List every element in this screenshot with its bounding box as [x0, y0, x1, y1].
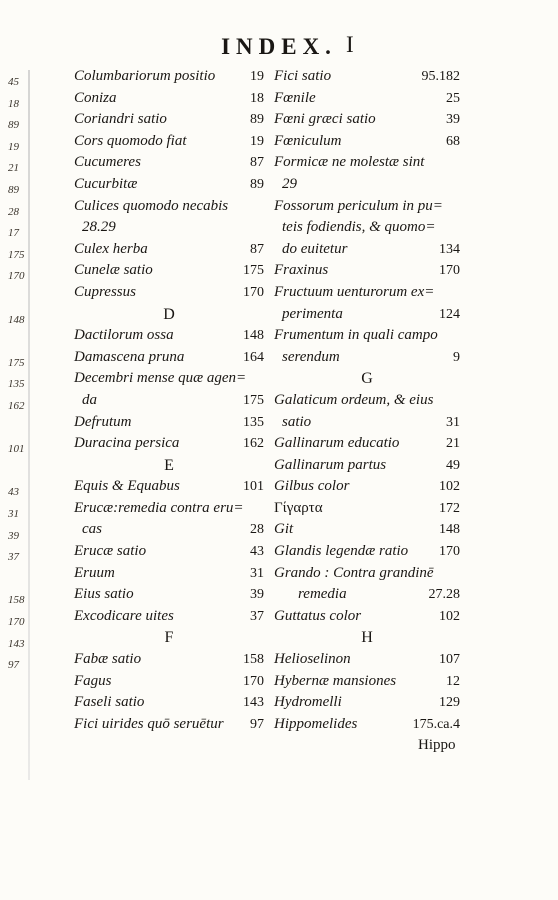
entry-text: Fossorum periculum in pu= — [274, 197, 443, 214]
entry-text: Cunelæ satio — [74, 262, 153, 279]
entry-text: Equis & Equabus — [74, 478, 180, 495]
index-entry — [274, 109, 460, 131]
entry-text: Fructuum uenturorum ex= — [274, 283, 435, 300]
margin-mark: 89 — [8, 119, 19, 132]
index-entry — [74, 368, 264, 390]
entry-page-number: 49 — [446, 457, 460, 473]
entry-text: Hippomelides — [274, 715, 358, 732]
catchword: Hippo — [418, 737, 456, 753]
margin-mark: 45 — [8, 76, 19, 88]
entry-text: Decembri mense quæ agen= — [74, 370, 247, 387]
index-entry — [74, 174, 264, 196]
entry-text: Eius satio — [74, 586, 134, 603]
section-letter — [74, 627, 264, 649]
entry-page-number: 39 — [250, 587, 264, 603]
margin-mark: 148 — [8, 313, 25, 326]
entry-text: Hydromelli — [274, 694, 342, 711]
entry-page-number: 43 — [250, 544, 264, 560]
index-entry — [274, 152, 460, 174]
entry-page-number: 89 — [250, 176, 264, 192]
entry-text: teis fodiendis, & quomo= — [282, 219, 436, 236]
index-entry — [274, 66, 460, 88]
index-entry — [274, 476, 460, 498]
index-entry — [274, 671, 460, 693]
index-entry — [74, 692, 264, 714]
index-entry — [274, 88, 460, 110]
entry-page-number: 172 — [439, 500, 460, 516]
margin-mark: 170 — [8, 616, 25, 628]
index-entry — [74, 714, 264, 736]
entry-page-number: 87 — [250, 155, 264, 171]
margin-bleed-marks — [8, 70, 30, 790]
index-entry — [274, 260, 460, 282]
entry-text: Helioselinon — [274, 651, 351, 668]
entry-page-number: 37 — [250, 608, 264, 624]
entry-page-number: 95.182 — [421, 69, 460, 84]
entry-text: Grando : Contra grandinē — [274, 564, 434, 581]
entry-page-number: 148 — [439, 522, 460, 538]
entry-text: Excodicare uites — [74, 607, 174, 624]
index-entry — [74, 433, 264, 455]
entry-text: Gallinarum educatio — [274, 435, 400, 452]
index-entry — [274, 584, 460, 606]
entry-page-number: 170 — [439, 544, 460, 560]
entry-text: 28.29 — [82, 219, 116, 236]
entry-page-number: 68 — [446, 133, 460, 149]
index-entry — [274, 347, 460, 369]
margin-mark: 19 — [8, 140, 19, 153]
entry-page-number: 39 — [446, 112, 460, 128]
index-entry — [74, 131, 264, 153]
page-title — [0, 34, 558, 60]
entry-text: Fagus — [74, 672, 112, 689]
entry-text: Cucumeres — [74, 154, 141, 171]
entry-text: Fœni græci satio — [274, 111, 376, 128]
entry-page-number: 87 — [250, 241, 264, 257]
title-text: INDEX. — [221, 34, 337, 59]
margin-mark: 31 — [8, 508, 19, 520]
index-entry — [274, 519, 460, 541]
entry-text: da — [82, 391, 97, 408]
entry-text: Fici uirides quō seruētur — [74, 715, 224, 732]
entry-page-number: 21 — [446, 436, 460, 452]
entry-page-number: 134 — [439, 241, 460, 257]
entry-text: Fabæ satio — [74, 651, 142, 668]
entry-text: G — [361, 370, 373, 388]
entry-page-number: 135 — [243, 414, 264, 430]
section-letter — [274, 627, 460, 649]
entry-page-number: 162 — [243, 436, 264, 452]
index-entry — [74, 239, 264, 261]
entry-text: cas — [82, 521, 102, 538]
entry-text: Cors quomodo fiat — [74, 132, 187, 149]
entry-text: Hybernæ mansiones — [274, 672, 397, 689]
entry-page-number: 12 — [446, 673, 460, 689]
index-entry — [74, 196, 264, 218]
index-entry — [74, 671, 264, 693]
entry-text: Cucurbitæ — [74, 175, 138, 192]
entry-page-number: 107 — [439, 652, 460, 668]
entry-text: Frumentum in quali campo — [274, 327, 438, 344]
margin-mark: 89 — [8, 184, 19, 196]
index-entry — [74, 541, 264, 563]
entry-text: Erucæ:remedia contra eru= — [74, 499, 244, 516]
margin-mark: 39 — [8, 529, 19, 542]
index-entry — [274, 455, 460, 477]
entry-page-number: 19 — [250, 69, 264, 84]
index-entry — [74, 109, 264, 131]
margin-mark: 97 — [8, 659, 19, 672]
entry-page-number: 31 — [250, 565, 264, 581]
entry-text: Gilbus color — [274, 478, 350, 495]
entry-page-number: 31 — [446, 414, 460, 430]
entry-text: Faseli satio — [74, 694, 145, 711]
entry-page-number: 129 — [439, 695, 460, 711]
index-entry — [74, 260, 264, 282]
entry-page-number: 170 — [243, 284, 264, 300]
index-entry — [74, 476, 264, 498]
title-tail-mark: I — [346, 32, 360, 57]
entry-text: Coniza — [74, 89, 117, 106]
entry-page-number: 164 — [243, 349, 264, 365]
index-entry — [274, 390, 460, 412]
entry-page-number: 89 — [250, 112, 264, 128]
entry-page-number: 175 — [243, 392, 264, 408]
index-entry — [274, 714, 460, 736]
index-entry — [74, 498, 264, 520]
index-entry — [274, 282, 460, 304]
entry-text: Eruum — [74, 564, 115, 581]
margin-mark: 158 — [8, 594, 25, 607]
margin-mark: 28 — [8, 205, 19, 218]
entry-text: Dactilorum ossa — [74, 327, 174, 344]
index-entry — [274, 412, 460, 434]
index-entry — [274, 649, 460, 671]
index-entry — [274, 174, 460, 196]
entry-text: Fici satio — [274, 68, 332, 84]
entry-text: Damascena pruna — [74, 348, 185, 365]
index-entry — [274, 325, 460, 347]
index-entry — [74, 519, 264, 541]
section-letter — [274, 368, 460, 390]
entry-page-number: 102 — [439, 608, 460, 624]
entry-text: Defrutum — [74, 413, 132, 430]
index-entry — [74, 66, 264, 88]
entry-text: Coriandri satio — [74, 111, 167, 128]
index-entry — [274, 239, 460, 261]
index-entry — [74, 325, 264, 347]
entry-page-number: 101 — [243, 479, 264, 495]
margin-mark: 170 — [8, 270, 25, 283]
index-entry — [274, 541, 460, 563]
entry-page-number: 124 — [439, 306, 460, 322]
entry-text: Columbariorum positio — [74, 68, 216, 84]
entry-page-number: 25 — [446, 90, 460, 106]
entry-text: Fœniculum — [274, 132, 342, 149]
entry-text: Erucæ satio — [74, 543, 147, 560]
entry-text: Formicæ ne molestæ sint — [274, 154, 425, 171]
index-column-left — [74, 66, 264, 735]
index-entry — [74, 584, 264, 606]
margin-mark: 18 — [8, 97, 19, 110]
entry-text: satio — [282, 413, 312, 430]
entry-text: 29 — [282, 175, 297, 192]
entry-text: do euitetur — [282, 240, 348, 257]
index-column-right — [274, 66, 460, 735]
index-entry — [74, 282, 264, 304]
entry-page-number: 27.28 — [428, 587, 460, 603]
entry-text: serendum — [282, 348, 340, 365]
index-entry — [274, 131, 460, 153]
entry-text: D — [163, 305, 175, 323]
index-entry — [74, 412, 264, 434]
entry-page-number: 170 — [439, 263, 460, 279]
index-entry — [74, 88, 264, 110]
entry-text: Glandis legendæ ratio — [274, 543, 409, 560]
index-entry — [274, 606, 460, 628]
index-entry — [74, 217, 264, 239]
entry-text: Culices quomodo necabis — [74, 197, 229, 214]
index-entry — [74, 649, 264, 671]
margin-mark: 37 — [8, 551, 19, 564]
entry-page-number: 19 — [250, 133, 264, 149]
margin-mark: 101 — [8, 443, 25, 456]
margin-mark: 17 — [8, 227, 19, 240]
margin-mark: 143 — [8, 637, 25, 650]
entry-text: remedia — [298, 586, 347, 603]
index-entry — [74, 390, 264, 412]
index-entry — [274, 196, 460, 218]
entry-text: Galaticum ordeum, & eius — [274, 391, 434, 408]
entry-text: Fraxinus — [274, 262, 329, 279]
entry-text: Fœnile — [274, 89, 316, 106]
index-entry — [274, 498, 460, 520]
index-entry — [274, 433, 460, 455]
margin-mark: 135 — [8, 378, 25, 391]
index-entry — [274, 563, 460, 585]
index-entry — [274, 692, 460, 714]
entry-text: Cupressus — [74, 283, 136, 300]
entry-page-number: 158 — [243, 652, 264, 668]
section-letter — [74, 304, 264, 326]
margin-mark: 21 — [8, 162, 19, 175]
index-entry — [274, 304, 460, 326]
entry-text: H — [361, 629, 373, 647]
margin-mark: 175 — [8, 356, 25, 369]
section-letter — [74, 455, 264, 477]
entry-text: Gallinarum partus — [274, 456, 387, 473]
entry-text: F — [164, 629, 174, 647]
entry-page-number: 143 — [243, 695, 264, 711]
entry-page-number: 102 — [439, 479, 460, 495]
entry-text: Γίγαρτα — [274, 499, 323, 516]
entry-text: E — [164, 456, 174, 474]
index-entry — [74, 606, 264, 628]
index-entry — [274, 217, 460, 239]
entry-text: Git — [274, 521, 294, 538]
margin-mark: 175 — [8, 248, 25, 261]
margin-mark: 43 — [8, 486, 19, 499]
index-entry — [74, 563, 264, 585]
entry-page-number: 170 — [243, 673, 264, 689]
entry-page-number: 148 — [243, 328, 264, 344]
index-entry — [74, 152, 264, 174]
entry-page-number: 175 — [243, 263, 264, 279]
entry-page-number: 97 — [250, 716, 264, 732]
entry-text: Duracina persica — [74, 435, 180, 452]
entry-page-number: 18 — [250, 90, 264, 106]
margin-mark: 162 — [8, 400, 25, 412]
entry-text: Guttatus color — [274, 607, 362, 624]
index-entry — [74, 347, 264, 369]
entry-page-number: 175.ca.4 — [412, 716, 460, 732]
entry-text: perimenta — [282, 305, 343, 322]
entry-text: Culex herba — [74, 240, 148, 257]
entry-page-number: 28 — [250, 522, 264, 538]
entry-page-number: 9 — [453, 349, 460, 365]
